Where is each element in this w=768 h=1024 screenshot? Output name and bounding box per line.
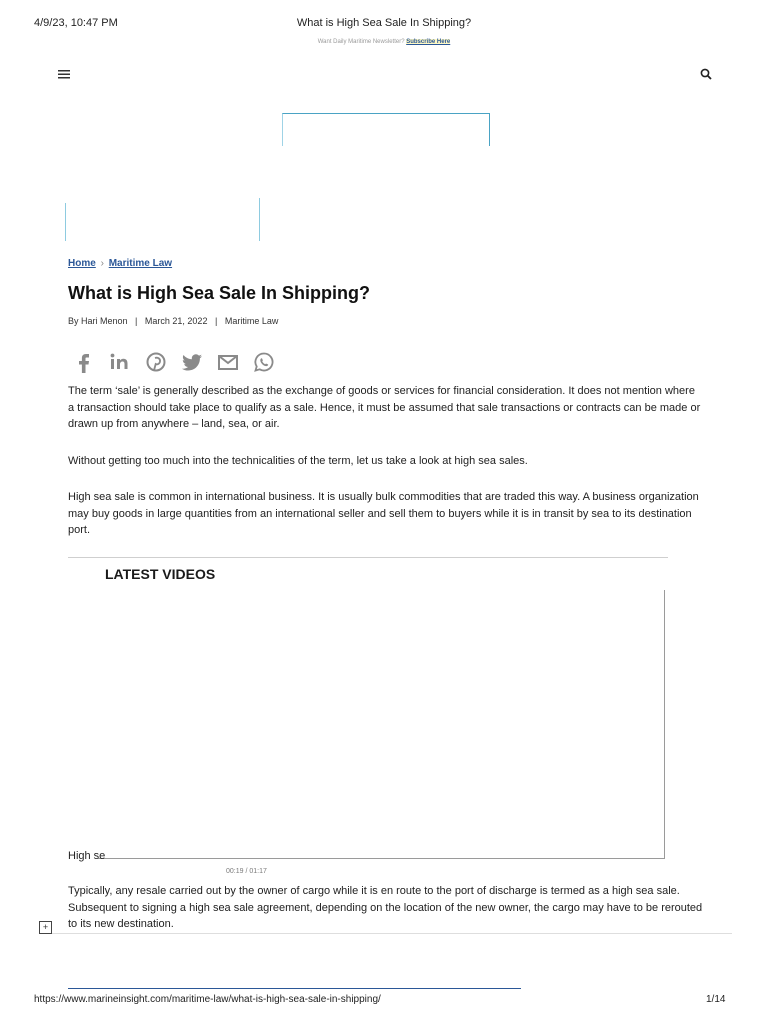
pinterest-icon[interactable] — [144, 351, 168, 373]
byline-author[interactable]: By Hari Menon — [68, 316, 128, 326]
video-player[interactable] — [98, 590, 665, 859]
byline-category[interactable]: Maritime Law — [224, 316, 279, 326]
article-cutoff-text: High se — [68, 850, 106, 862]
whatsapp-icon[interactable] — [252, 351, 276, 373]
footer-divider — [52, 933, 732, 934]
videos-divider — [68, 557, 668, 558]
newsletter-bar — [0, 39, 768, 45]
byline-separator: | — [214, 316, 218, 326]
subscribe-link[interactable]: Subscribe Here — [406, 39, 451, 45]
print-url: https://www.marineinsight.com/maritime-law/what-is-high-sea-sale-in-shipping/ — [34, 994, 381, 1005]
twitter-icon[interactable] — [180, 351, 204, 373]
share-bar — [72, 351, 276, 373]
article-paragraph: High sea sale is common in international business. It is usually bulk commodities that are traded this way. A business organization may buy goods in large quantities from an international seller and sell them to buyers while it is in transit by sea to its destination port. — [68, 491, 699, 536]
ad-placeholder-left-edge — [65, 203, 66, 241]
ad-placeholder-top — [282, 113, 490, 146]
ad-placeholder-bottom — [68, 988, 521, 989]
print-page-title: What is High Sea Sale In Shipping? — [296, 17, 472, 29]
newsletter-prompt: Want Daily Maritime Newsletter? — [317, 39, 405, 45]
latest-videos-title: LATEST VIDEOS — [105, 566, 216, 582]
breadcrumb-category[interactable]: Maritime Law — [108, 258, 173, 269]
byline-date: March 21, 2022 — [144, 316, 208, 326]
hamburger-menu-icon[interactable] — [58, 69, 70, 79]
article-paragraph: The term ‘sale’ is generally described as the exchange of goods or services for financial consideration. It does not mention where a transaction should take place to qualify as a sale. Hence, it must be assumed that sale transactions or contracts can be made or drawn up from anywhere – land, sea, or air. — [68, 385, 701, 430]
print-page-number: 1/14 — [706, 994, 726, 1005]
facebook-icon[interactable] — [72, 351, 96, 373]
breadcrumb — [68, 258, 172, 269]
email-icon[interactable] — [216, 351, 240, 373]
article-title: What is High Sea Sale In Shipping? — [68, 283, 371, 303]
article-byline — [68, 316, 278, 326]
video-time: 00:19 / 01:17 — [226, 868, 267, 875]
breadcrumb-home[interactable]: Home — [68, 258, 96, 269]
article-paragraph: Typically, any resale carried out by the owner of cargo while it is en route to the port of discharge is termed as a high sea sale. Subsequent to signing a high sea sale agreement, depending on the location of the new owner, the cargo may have to be rerouted to its new destination. — [68, 885, 703, 930]
byline-separator: | — [135, 316, 138, 326]
print-date: 4/9/23, 10:47 PM — [34, 17, 118, 29]
breadcrumb-separator: › — [100, 258, 104, 269]
ad-placeholder-right-edge — [259, 198, 260, 241]
linkedin-icon[interactable] — [108, 351, 132, 373]
expand-icon[interactable]: + — [39, 921, 52, 934]
article-paragraph: Without getting too much into the technicalities of the term, let us take a look at high sea sales. — [68, 455, 528, 467]
search-icon[interactable] — [700, 68, 712, 80]
